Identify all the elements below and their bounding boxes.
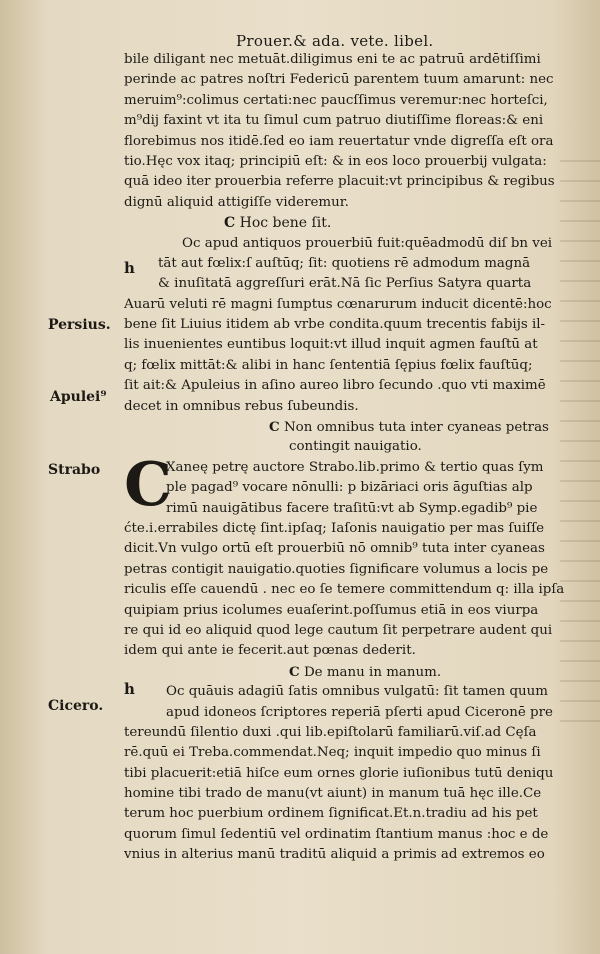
text-line: perinde ac patres noſtri Federicū parentem tuum amarunt: nec xyxy=(124,72,554,88)
section-heading-text: De manu in manum. xyxy=(303,664,442,680)
margin-note-apuleius: Apulei⁹ xyxy=(50,389,107,405)
text-line: re qui id eo aliquid quod lege cautum ſit perpetrare audent qui xyxy=(124,622,553,638)
pilcrow-mark: C xyxy=(224,215,236,232)
running-head: Prouer.& ada. vete. libel. xyxy=(236,32,434,50)
text-line: decet in omnibus rebus ſubeundis. xyxy=(124,398,359,414)
text-line: quipiam prius icolumes euaſerint.poſſumus etiā in eos viurpa xyxy=(124,602,539,618)
guide-letter-h: h xyxy=(124,259,135,277)
text-line: tibi placuerit:etiā hiſce eum ornes glorie iuſionibus tutū deniqu xyxy=(124,765,554,781)
margin-note-persius: Persius. xyxy=(48,317,111,333)
pilcrow-mark: C xyxy=(289,663,300,680)
text-line: homine tibi trado de manu(vt aiunt) in manum tuā hęc ille.Ce xyxy=(124,786,542,802)
text-line: quorum ſimul ſedentiū vel ordinatim ſtantium manus :hoc e de xyxy=(124,826,549,842)
section-heading-continued: contingit nauigatio. xyxy=(289,439,422,455)
text-line: petras contigit nauigatio.quoties ſignificare volumus a locis pe xyxy=(124,561,549,577)
text-line: rē.quū ei Treba.commendat.Neq; inquit impedio quo minus ſi xyxy=(124,745,541,761)
text-line: meruim⁹:colimus certati:nec paucſſimus veremur:nec horteſci, xyxy=(124,92,548,108)
margin-note-strabo: Strabo xyxy=(48,462,101,478)
text-line: & inuſitatā aggreſſuri erāt.Nā ſic Perſius Satyra quarta xyxy=(158,276,532,292)
section-heading-text: Non omnibus tuta inter cyaneas petras xyxy=(283,420,549,436)
section-heading xyxy=(124,213,594,233)
text-line: vnius in alterius manū traditū aliquid a primis ad extremos eo xyxy=(124,847,545,863)
text-line: m⁹dij faxint vt ita tu ſimul cum patruo diutiſſime floreas:& eni xyxy=(124,113,544,129)
text-line: bile diligant nec metuāt.diligimus eni te ac patruū ardētiſſimi xyxy=(124,52,541,67)
text-line: Oc apud antiquos prouerbiū fuit:quēadmodū diſ bn vei xyxy=(182,235,553,251)
text-line: tereundū ſilentio duxi .qui lib.epiſtolarū familiarū.viſ.ad Cęſa xyxy=(124,724,537,740)
section-heading xyxy=(124,417,594,437)
text-line: ſit ait:& Apuleius in aſino aureo libro ſecundo .quo vti maximē xyxy=(124,378,546,394)
text-line: idem qui ante ie fecerit.aut pœnas dederit. xyxy=(124,643,416,659)
text-line: florebimus nos itidē.ſed eo iam reuertatur vnde digreſſa eſt ora xyxy=(124,133,554,149)
text-line: riculis eſſe cauendū . nec eo ſe temere committendum q: illa ipſa xyxy=(124,582,565,598)
text-line: dicit.Vn vulgo ortū eſt prouerbiū nō omnib⁹ tuta inter cyaneas xyxy=(124,541,545,557)
text-line: terum hoc puerbium ordinem ſignificat.Et.n.tradiu ad his pet xyxy=(124,806,538,822)
text-line: tāt aut fœlix:ſ auſtūq; ſit: quotiens rē admodum magnā xyxy=(158,255,531,271)
text-line: Xaneę petrę auctore Strabo.lib.primo & tertio quas ſym xyxy=(166,459,544,475)
text-line: rimū nauigātibus facere traſitū:vt ab Symp.egadib⁹ pie xyxy=(166,500,538,516)
guide-letter-h: h xyxy=(124,680,135,698)
text-line: apud idoneos ſcriptores reperiā pſerti apud Ciceronē pre xyxy=(166,704,553,720)
section-heading-text: Hoc bene ſit. xyxy=(239,215,332,232)
text-line: ćte.i.errabiles dictę ſint.ipſaq; Iaſonis nauigatio per mas ſuiſſe xyxy=(124,520,545,536)
text-line: lis inuenientes euntibus loquit:vt illud inquit agmen fauſtū at xyxy=(124,337,538,353)
pilcrow-mark: C xyxy=(269,419,280,436)
body-text xyxy=(124,50,594,866)
text-line: tio.Hęc vox itaq; principiū eſt: & in eos loco prouerbij vulgata: xyxy=(124,153,547,169)
text-line: Oc quāuis adagiū ſatis omnibus vulgatū: ſit tamen quum xyxy=(166,684,549,700)
text-line: bene ſit Liuius itidem ab vrbe condita.quum trecentis fabijs il- xyxy=(124,317,546,333)
text-line: dignū aliquid attigiſſe videremur. xyxy=(124,194,349,210)
margin-note-cicero: Cicero. xyxy=(48,698,104,714)
section-heading xyxy=(124,662,594,682)
drop-cap-initial: C xyxy=(124,450,172,520)
text-line: Auarū veluti rē magni ſumptus cœnarurum inducit dicentē:hoc xyxy=(124,296,552,312)
text-line: quā ideo iter prouerbia referre placuit:vt principibus & regibus xyxy=(124,174,555,190)
text-line: q; fœlix mittāt:& alibi in hanc ſententiā ſępius fœlix fauſtūq; xyxy=(124,357,533,373)
text-line: ple pagad⁹ vocare nōnulli: p bizāriaci oris āguſtias alp xyxy=(166,480,533,496)
